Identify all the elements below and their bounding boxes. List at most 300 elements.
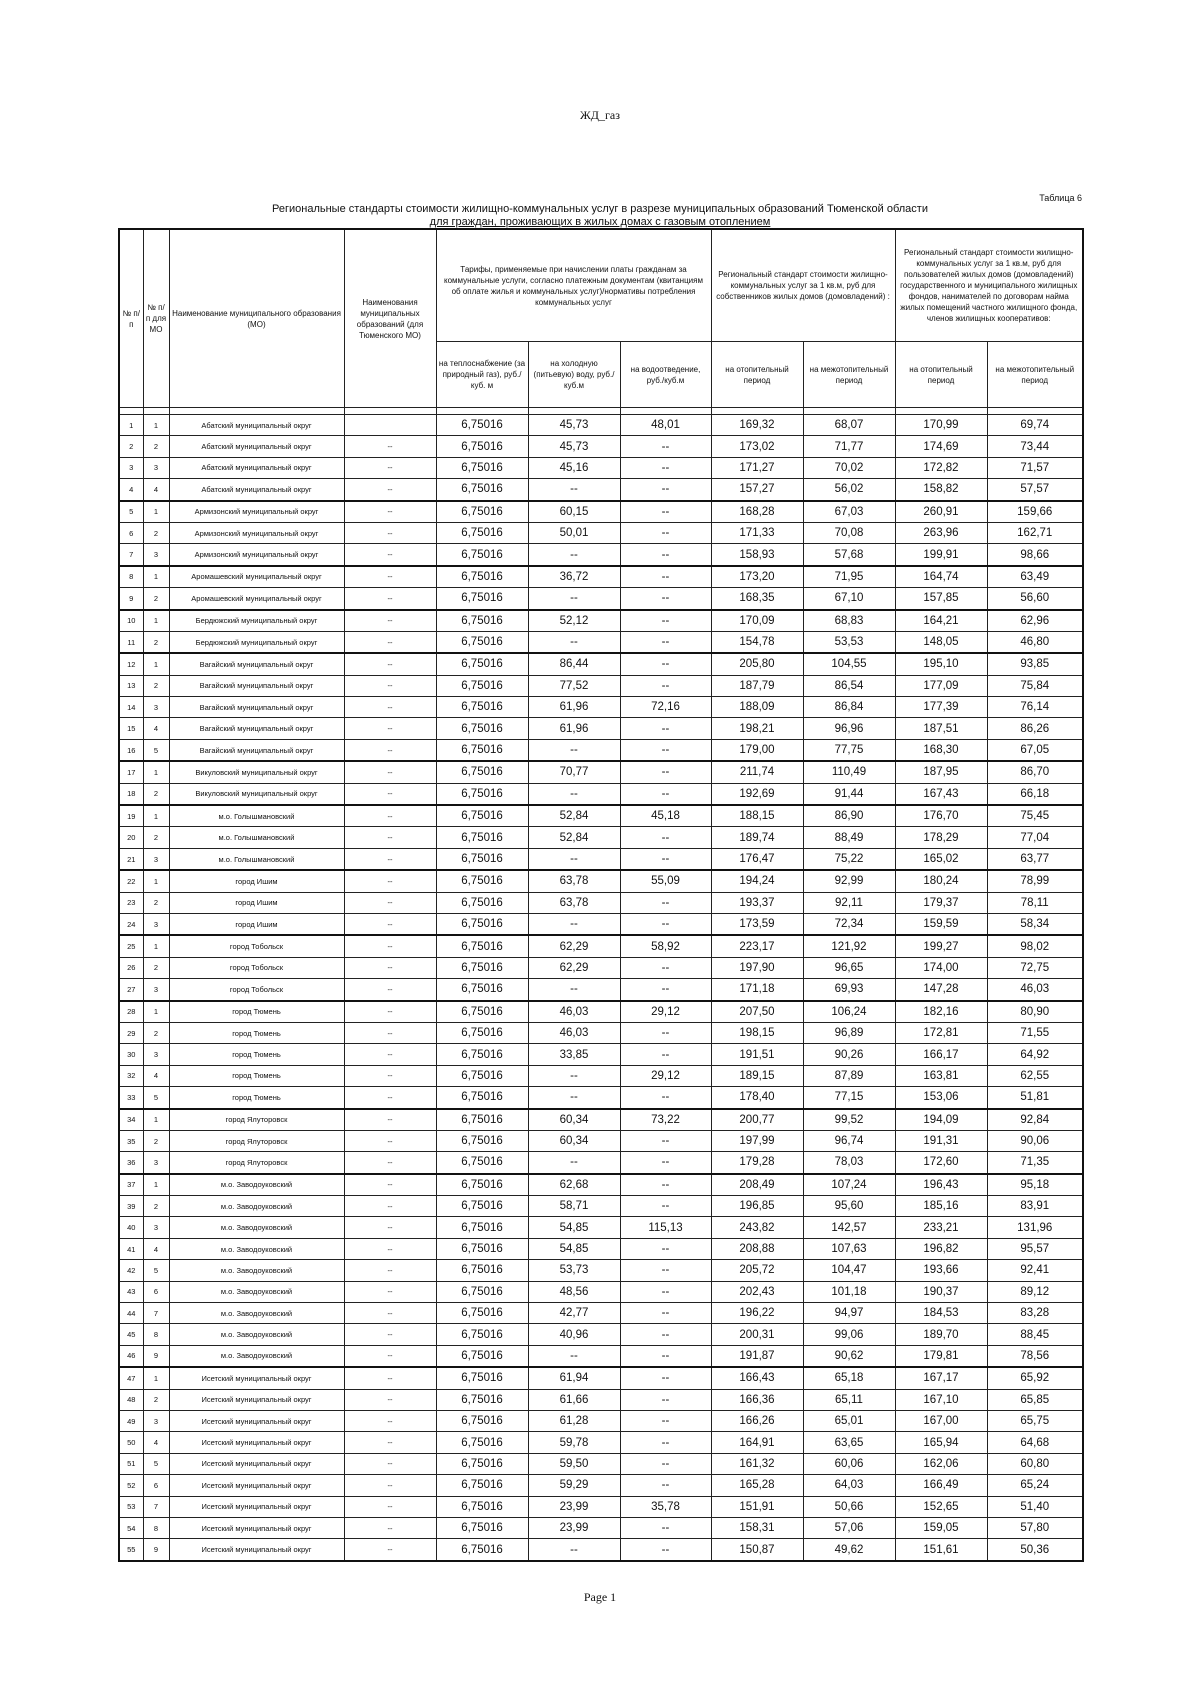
row-owners-nonheating: 65,18	[803, 1367, 895, 1389]
row-cold-water: 52,84	[528, 827, 620, 848]
row-users-nonheating: 64,92	[987, 1044, 1083, 1065]
row-mo-name: м.о. Заводоуковский	[169, 1174, 344, 1196]
row-mo-sub: --	[344, 1044, 436, 1065]
row-number: 19	[119, 805, 143, 827]
row-number: 30	[119, 1044, 143, 1065]
row-owners-nonheating: 65,01	[803, 1410, 895, 1431]
row-mo-name: Исетский муниципальный округ	[169, 1475, 344, 1496]
row-number: 20	[119, 827, 143, 848]
table-row	[119, 697, 1083, 718]
row-mo-sub: --	[344, 1517, 436, 1538]
row-users-nonheating: 69,74	[987, 415, 1083, 436]
row-cold-water: 33,85	[528, 1044, 620, 1065]
row-mo-name: город Тобольск	[169, 935, 344, 957]
table-row	[119, 1065, 1083, 1086]
row-drainage: --	[620, 718, 711, 739]
table-row	[119, 1174, 1083, 1196]
table-row	[119, 1152, 1083, 1174]
row-mo-number: 2	[143, 436, 169, 457]
row-number: 5	[119, 501, 143, 523]
row-users-nonheating: 92,84	[987, 1109, 1083, 1131]
row-mo-number: 3	[143, 848, 169, 870]
row-drainage: --	[620, 1324, 711, 1345]
row-mo-number: 2	[143, 1022, 169, 1043]
row-users-nonheating: 75,84	[987, 675, 1083, 696]
row-mo-number: 4	[143, 1432, 169, 1453]
row-users-heating: 194,09	[895, 1109, 987, 1131]
row-mo-name: город Тюмень	[169, 1065, 344, 1086]
row-mo-sub: --	[344, 479, 436, 501]
row-owners-heating: 168,28	[711, 501, 803, 523]
row-owners-heating: 187,79	[711, 675, 803, 696]
row-owners-heating: 173,02	[711, 436, 803, 457]
row-owners-nonheating: 87,89	[803, 1065, 895, 1086]
row-drainage: --	[620, 1238, 711, 1259]
row-users-nonheating: 71,35	[987, 1152, 1083, 1174]
row-users-nonheating: 131,96	[987, 1217, 1083, 1238]
row-drainage: 48,01	[620, 415, 711, 436]
table-row	[119, 1130, 1083, 1151]
row-gas-tariff: 6,75016	[436, 848, 528, 870]
row-mo-name: Вагайский муниципальный округ	[169, 675, 344, 696]
row-cold-water: --	[528, 1539, 620, 1561]
row-mo-name: Армизонский муниципальный округ	[169, 501, 344, 523]
row-mo-name: м.о. Заводоуковский	[169, 1260, 344, 1281]
row-number: 42	[119, 1260, 143, 1281]
row-gas-tariff: 6,75016	[436, 1367, 528, 1389]
row-number: 14	[119, 697, 143, 718]
row-users-nonheating: 71,55	[987, 1022, 1083, 1043]
row-gas-tariff: 6,75016	[436, 415, 528, 436]
row-number: 24	[119, 913, 143, 935]
row-number: 36	[119, 1152, 143, 1174]
table-body	[119, 415, 1083, 1561]
row-users-nonheating: 72,75	[987, 957, 1083, 978]
table-row	[119, 979, 1083, 1001]
row-owners-nonheating: 92,99	[803, 870, 895, 892]
row-mo-sub: --	[344, 1001, 436, 1023]
row-mo-number: 6	[143, 1281, 169, 1302]
row-number: 52	[119, 1475, 143, 1496]
row-cold-water: 60,15	[528, 501, 620, 523]
table-row	[119, 957, 1083, 978]
row-gas-tariff: 6,75016	[436, 1087, 528, 1109]
row-users-heating: 180,24	[895, 870, 987, 892]
row-gas-tariff: 6,75016	[436, 718, 528, 739]
row-gas-tariff: 6,75016	[436, 1281, 528, 1302]
row-mo-sub: --	[344, 848, 436, 870]
row-users-nonheating: 80,90	[987, 1001, 1083, 1023]
row-owners-nonheating: 77,15	[803, 1087, 895, 1109]
table-row	[119, 1044, 1083, 1065]
row-mo-name: Викуловский муниципальный округ	[169, 761, 344, 783]
row-owners-nonheating: 90,26	[803, 1044, 895, 1065]
row-users-heating: 157,85	[895, 588, 987, 610]
row-owners-heating: 171,33	[711, 522, 803, 543]
row-owners-heating: 171,18	[711, 979, 803, 1001]
row-users-nonheating: 89,12	[987, 1281, 1083, 1302]
row-mo-sub: --	[344, 1174, 436, 1196]
row-owners-heating: 173,59	[711, 913, 803, 935]
table-row	[119, 415, 1083, 436]
table-row	[119, 1217, 1083, 1238]
table-number: Таблица 6	[1039, 193, 1082, 203]
row-gas-tariff: 6,75016	[436, 1152, 528, 1174]
row-number: 35	[119, 1130, 143, 1151]
row-users-heating: 167,17	[895, 1367, 987, 1389]
row-drainage: --	[620, 1517, 711, 1538]
row-drainage: --	[620, 1345, 711, 1367]
row-users-heating: 263,96	[895, 522, 987, 543]
table-subtitle: для граждан, проживающих в жилых домах с газовым отоплением	[429, 216, 771, 228]
row-mo-number: 3	[143, 1217, 169, 1238]
row-owners-heating: 198,15	[711, 1022, 803, 1043]
table-row	[119, 653, 1083, 675]
row-drainage: --	[620, 1453, 711, 1474]
row-drainage: --	[620, 783, 711, 805]
row-users-heating: 163,81	[895, 1065, 987, 1086]
row-owners-nonheating: 94,97	[803, 1303, 895, 1324]
row-mo-sub: --	[344, 1281, 436, 1302]
row-mo-number: 1	[143, 566, 169, 588]
row-owners-heating: 200,77	[711, 1109, 803, 1131]
row-mo-name: город Ишим	[169, 892, 344, 913]
row-mo-sub: --	[344, 1432, 436, 1453]
row-owners-heating: 193,37	[711, 892, 803, 913]
page-footer: Page 1	[583, 1590, 617, 1604]
row-mo-name: Бердюжский муниципальный округ	[169, 631, 344, 653]
row-mo-number: 3	[143, 913, 169, 935]
row-users-heating: 233,21	[895, 1217, 987, 1238]
row-owners-nonheating: 67,03	[803, 501, 895, 523]
row-owners-nonheating: 142,57	[803, 1217, 895, 1238]
row-number: 4	[119, 479, 143, 501]
table-row	[119, 544, 1083, 566]
row-mo-number: 2	[143, 783, 169, 805]
row-gas-tariff: 6,75016	[436, 1453, 528, 1474]
row-mo-name: Вагайский муниципальный округ	[169, 718, 344, 739]
row-gas-tariff: 6,75016	[436, 827, 528, 848]
row-cold-water: 48,56	[528, 1281, 620, 1302]
row-users-heating: 162,06	[895, 1453, 987, 1474]
row-owners-nonheating: 57,68	[803, 544, 895, 566]
row-owners-heating: 189,15	[711, 1065, 803, 1086]
row-users-nonheating: 62,96	[987, 610, 1083, 632]
row-users-heating: 148,05	[895, 631, 987, 653]
row-number: 46	[119, 1345, 143, 1367]
row-owners-heating: 166,43	[711, 1367, 803, 1389]
table-row	[119, 1389, 1083, 1410]
row-users-nonheating: 92,41	[987, 1260, 1083, 1281]
row-mo-number: 1	[143, 1367, 169, 1389]
row-owners-heating: 211,74	[711, 761, 803, 783]
row-number: 21	[119, 848, 143, 870]
row-mo-number: 3	[143, 544, 169, 566]
row-owners-nonheating: 67,10	[803, 588, 895, 610]
row-number: 44	[119, 1303, 143, 1324]
row-mo-name: город Тюмень	[169, 1087, 344, 1109]
row-mo-number: 2	[143, 827, 169, 848]
row-owners-heating: 194,24	[711, 870, 803, 892]
row-mo-name: м.о. Заводоуковский	[169, 1238, 344, 1259]
table-row	[119, 501, 1083, 523]
row-number: 53	[119, 1496, 143, 1517]
row-mo-name: м.о. Заводоуковский	[169, 1345, 344, 1367]
row-mo-sub: --	[344, 739, 436, 761]
row-drainage: --	[620, 436, 711, 457]
row-owners-heating: 169,32	[711, 415, 803, 436]
row-cold-water: 59,78	[528, 1432, 620, 1453]
row-drainage: --	[620, 566, 711, 588]
table-row	[119, 610, 1083, 632]
row-mo-sub: --	[344, 870, 436, 892]
row-users-heating: 178,29	[895, 827, 987, 848]
row-owners-heating: 191,87	[711, 1345, 803, 1367]
row-number: 40	[119, 1217, 143, 1238]
row-mo-number: 3	[143, 1410, 169, 1431]
row-gas-tariff: 6,75016	[436, 1539, 528, 1561]
row-mo-number: 4	[143, 479, 169, 501]
row-gas-tariff: 6,75016	[436, 913, 528, 935]
row-drainage: --	[620, 979, 711, 1001]
row-owners-heating: 243,82	[711, 1217, 803, 1238]
row-owners-heating: 154,78	[711, 631, 803, 653]
row-mo-number: 8	[143, 1517, 169, 1538]
row-owners-nonheating: 69,93	[803, 979, 895, 1001]
row-owners-nonheating: 107,24	[803, 1174, 895, 1196]
row-cold-water: --	[528, 979, 620, 1001]
col-heat: на теплоснабжение (за природный газ), руб./куб. м	[436, 342, 528, 408]
row-users-heating: 196,43	[895, 1174, 987, 1196]
row-mo-number: 2	[143, 1389, 169, 1410]
row-gas-tariff: 6,75016	[436, 805, 528, 827]
table-row	[119, 870, 1083, 892]
row-owners-nonheating: 60,06	[803, 1453, 895, 1474]
row-number: 13	[119, 675, 143, 696]
row-mo-number: 5	[143, 1453, 169, 1474]
row-owners-heating: 223,17	[711, 935, 803, 957]
row-cold-water: 62,29	[528, 935, 620, 957]
table-row	[119, 457, 1083, 478]
row-users-heating: 147,28	[895, 979, 987, 1001]
table-row	[119, 1496, 1083, 1517]
row-drainage: --	[620, 1022, 711, 1043]
row-users-heating: 193,66	[895, 1260, 987, 1281]
row-drainage: --	[620, 1389, 711, 1410]
row-users-heating: 195,10	[895, 653, 987, 675]
row-mo-name: Абатский муниципальный округ	[169, 457, 344, 478]
row-mo-name: Вагайский муниципальный округ	[169, 739, 344, 761]
row-cold-water: 54,85	[528, 1238, 620, 1259]
row-mo-name: Исетский муниципальный округ	[169, 1389, 344, 1410]
row-mo-name: Абатский муниципальный округ	[169, 415, 344, 436]
col-mo-names-tyumen: Наименования муниципальных образований (для Тюменского МО)	[344, 229, 436, 408]
row-users-nonheating: 86,70	[987, 761, 1083, 783]
row-number: 11	[119, 631, 143, 653]
row-owners-nonheating: 110,49	[803, 761, 895, 783]
row-cold-water: 53,73	[528, 1260, 620, 1281]
row-owners-nonheating: 101,18	[803, 1281, 895, 1302]
row-users-heating: 191,31	[895, 1130, 987, 1151]
row-owners-heating: 173,20	[711, 566, 803, 588]
row-number: 48	[119, 1389, 143, 1410]
row-gas-tariff: 6,75016	[436, 479, 528, 501]
row-owners-nonheating: 92,11	[803, 892, 895, 913]
row-drainage: 35,78	[620, 1496, 711, 1517]
row-gas-tariff: 6,75016	[436, 1432, 528, 1453]
row-gas-tariff: 6,75016	[436, 501, 528, 523]
row-gas-tariff: 6,75016	[436, 1517, 528, 1538]
row-owners-heating: 196,85	[711, 1196, 803, 1217]
row-users-nonheating: 65,92	[987, 1367, 1083, 1389]
row-owners-nonheating: 95,60	[803, 1196, 895, 1217]
row-gas-tariff: 6,75016	[436, 653, 528, 675]
row-drainage: --	[620, 761, 711, 783]
row-mo-name: м.о. Заводоуковский	[169, 1217, 344, 1238]
row-number: 45	[119, 1324, 143, 1345]
row-users-heating: 167,10	[895, 1389, 987, 1410]
row-users-nonheating: 88,45	[987, 1324, 1083, 1345]
row-gas-tariff: 6,75016	[436, 457, 528, 478]
row-number: 25	[119, 935, 143, 957]
row-owners-nonheating: 70,02	[803, 457, 895, 478]
row-cold-water: 54,85	[528, 1217, 620, 1238]
row-gas-tariff: 6,75016	[436, 522, 528, 543]
row-mo-name: м.о. Заводоуковский	[169, 1281, 344, 1302]
row-mo-name: город Ялуторовск	[169, 1109, 344, 1131]
row-owners-heating: 198,21	[711, 718, 803, 739]
row-number: 1	[119, 415, 143, 436]
row-mo-sub: --	[344, 1065, 436, 1086]
col-owners-heating: на отопительный период	[711, 342, 803, 408]
row-mo-name: Аромашевский муниципальный округ	[169, 566, 344, 588]
row-owners-heating: 188,15	[711, 805, 803, 827]
row-number: 27	[119, 979, 143, 1001]
row-mo-name: город Ишим	[169, 870, 344, 892]
row-mo-number: 6	[143, 1475, 169, 1496]
row-cold-water: 45,16	[528, 457, 620, 478]
row-cold-water: 63,78	[528, 892, 620, 913]
row-mo-sub: --	[344, 653, 436, 675]
row-owners-heating: 202,43	[711, 1281, 803, 1302]
row-number: 10	[119, 610, 143, 632]
row-drainage: --	[620, 1196, 711, 1217]
row-mo-sub: --	[344, 1217, 436, 1238]
row-mo-number: 1	[143, 1109, 169, 1131]
row-owners-heating: 189,74	[711, 827, 803, 848]
row-drainage: --	[620, 739, 711, 761]
row-mo-sub: --	[344, 1367, 436, 1389]
row-users-heating: 165,94	[895, 1432, 987, 1453]
row-mo-number: 3	[143, 979, 169, 1001]
table-row	[119, 1517, 1083, 1538]
row-users-nonheating: 58,34	[987, 913, 1083, 935]
row-gas-tariff: 6,75016	[436, 892, 528, 913]
row-users-nonheating: 78,56	[987, 1345, 1083, 1367]
row-gas-tariff: 6,75016	[436, 1496, 528, 1517]
row-mo-number: 2	[143, 631, 169, 653]
row-cold-water: 62,29	[528, 957, 620, 978]
row-mo-number: 8	[143, 1324, 169, 1345]
row-mo-sub: --	[344, 522, 436, 543]
row-users-heating: 172,60	[895, 1152, 987, 1174]
row-cold-water: 50,01	[528, 522, 620, 543]
col-cold-water: на холодную (питьевую) воду, руб./куб.м	[528, 342, 620, 408]
row-users-nonheating: 93,85	[987, 653, 1083, 675]
table-row	[119, 1087, 1083, 1109]
row-owners-nonheating: 65,11	[803, 1389, 895, 1410]
row-owners-heating: 168,35	[711, 588, 803, 610]
row-number: 18	[119, 783, 143, 805]
row-users-heating: 167,43	[895, 783, 987, 805]
row-drainage: --	[620, 588, 711, 610]
row-owners-heating: 205,72	[711, 1260, 803, 1281]
row-owners-heating: 166,36	[711, 1389, 803, 1410]
row-number: 41	[119, 1238, 143, 1259]
row-mo-name: Абатский муниципальный округ	[169, 479, 344, 501]
table-row	[119, 892, 1083, 913]
row-mo-sub: --	[344, 1022, 436, 1043]
row-mo-sub: --	[344, 1196, 436, 1217]
row-mo-sub: --	[344, 761, 436, 783]
row-drainage: --	[620, 1174, 711, 1196]
row-cold-water: --	[528, 631, 620, 653]
row-number: 16	[119, 739, 143, 761]
row-mo-name: Аромашевский муниципальный округ	[169, 588, 344, 610]
row-owners-nonheating: 78,03	[803, 1152, 895, 1174]
row-users-nonheating: 78,11	[987, 892, 1083, 913]
row-owners-heating: 165,28	[711, 1475, 803, 1496]
row-gas-tariff: 6,75016	[436, 1303, 528, 1324]
row-mo-number: 9	[143, 1539, 169, 1561]
row-drainage: --	[620, 631, 711, 653]
row-users-nonheating: 56,60	[987, 588, 1083, 610]
row-gas-tariff: 6,75016	[436, 1130, 528, 1151]
row-mo-sub: --	[344, 1345, 436, 1367]
table-row	[119, 436, 1083, 457]
row-users-heating: 166,49	[895, 1475, 987, 1496]
row-gas-tariff: 6,75016	[436, 1001, 528, 1023]
row-owners-heating: 179,00	[711, 739, 803, 761]
row-users-nonheating: 63,77	[987, 848, 1083, 870]
row-users-heating: 172,81	[895, 1022, 987, 1043]
row-gas-tariff: 6,75016	[436, 1345, 528, 1367]
table-row	[119, 783, 1083, 805]
row-gas-tariff: 6,75016	[436, 957, 528, 978]
row-cold-water: 61,94	[528, 1367, 620, 1389]
row-mo-sub: --	[344, 1475, 436, 1496]
row-mo-number: 2	[143, 957, 169, 978]
row-owners-heating: 164,91	[711, 1432, 803, 1453]
row-number: 12	[119, 653, 143, 675]
row-mo-sub: --	[344, 1303, 436, 1324]
row-mo-sub: --	[344, 610, 436, 632]
row-cold-water: 70,77	[528, 761, 620, 783]
row-number: 33	[119, 1087, 143, 1109]
table-row	[119, 631, 1083, 653]
row-owners-nonheating: 104,55	[803, 653, 895, 675]
row-mo-sub: --	[344, 892, 436, 913]
row-users-nonheating: 95,57	[987, 1238, 1083, 1259]
row-mo-number: 2	[143, 522, 169, 543]
row-mo-name: город Тобольск	[169, 979, 344, 1001]
row-users-nonheating: 46,03	[987, 979, 1083, 1001]
row-users-nonheating: 57,57	[987, 479, 1083, 501]
row-cold-water: --	[528, 1345, 620, 1367]
row-cold-water: 61,96	[528, 697, 620, 718]
row-users-nonheating: 71,57	[987, 457, 1083, 478]
row-number: 43	[119, 1281, 143, 1302]
